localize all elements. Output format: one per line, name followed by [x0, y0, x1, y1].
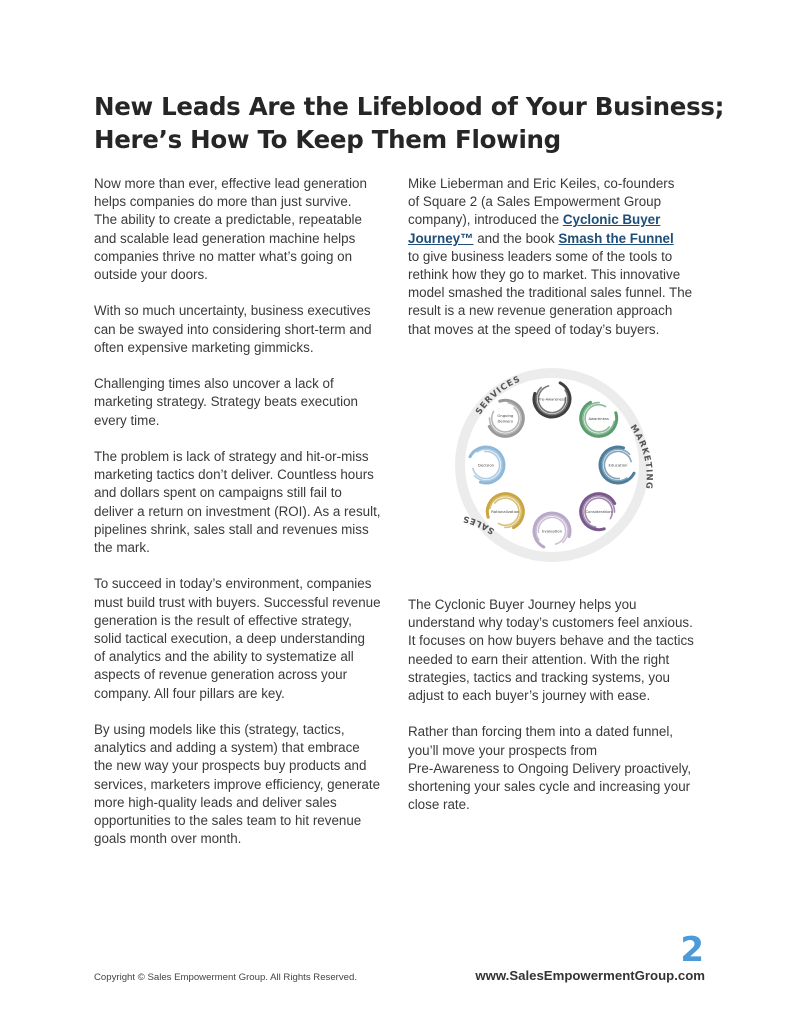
text-line: solid tactical execution, a deep understanding	[94, 631, 365, 647]
text-line: must build trust with buyers. Successful revenue	[94, 594, 381, 610]
text-line: opportunities to the sales team to hit revenue	[94, 813, 362, 829]
stage-education	[600, 447, 634, 483]
left-paragraph-5	[94, 575, 394, 702]
text-line: of analytics and the ability to systematize all	[94, 649, 354, 665]
text-line: Challenging times also uncover a lack of	[94, 376, 334, 392]
text-line: services, marketers improve efficiency, generate	[94, 776, 381, 792]
text-line: close rate.	[408, 797, 470, 813]
text-line: company. All four pillars are key.	[94, 685, 285, 701]
right-column-bottom	[408, 596, 708, 833]
text-line: every time.	[94, 412, 160, 428]
right-p1-line-4-text: and the book	[473, 230, 559, 246]
text-line: aspects of revenue generation across your	[94, 667, 348, 683]
stage-label: Delivery	[497, 418, 514, 424]
stage-label: Education	[608, 462, 628, 468]
left-column	[94, 175, 394, 867]
text-line: and scalable lead generation machine helps	[94, 230, 356, 246]
text-line: companies thrive no matter what’s going on	[94, 248, 353, 264]
text-line: goals month over month.	[94, 831, 242, 847]
text-line: deliver a return on investment (ROI). As a result,	[94, 503, 381, 519]
text-line: the mark.	[94, 540, 150, 556]
stage-label: Ongoing	[497, 413, 514, 419]
text-line: needed to earn their attention. With the right	[408, 651, 670, 667]
text-line: The Cyclonic Buyer Journey helps you	[408, 597, 637, 612]
cyclonic-buyer-journey-link-part1[interactable]: Cyclonic Buyer	[562, 212, 661, 228]
stage-label: Evaluation	[541, 528, 563, 534]
text-line: outside your doors.	[94, 267, 208, 283]
left-paragraph-3	[94, 375, 394, 430]
stage-decision	[470, 447, 504, 483]
text-line: generation is the result of effective strategy,	[94, 612, 352, 628]
text-line: model smashed the traditional sales funnel. The	[408, 285, 693, 301]
page-number: 2	[680, 930, 704, 970]
stage-label: Consideration	[585, 509, 612, 515]
left-paragraph-4	[94, 448, 394, 557]
text-line: It focuses on how buyers behave and the tactics	[408, 633, 694, 649]
right-p1-line-2: of Square 2 (a Sales Empowerment Group	[408, 194, 662, 210]
right-column-top	[408, 175, 708, 357]
copyright-notice: Copyright © Sales Empowerment Group. All Rights Reserved.	[94, 972, 358, 983]
website-link[interactable]: www.SalesEmpowermentGroup.com	[475, 968, 705, 983]
right-p1-line-3-text: company), introduced the	[408, 212, 563, 228]
journey-stages	[470, 383, 634, 547]
text-line: understand why today’s customers feel anxious.	[408, 615, 693, 631]
text-line: to give business leaders some of the tools to	[408, 248, 673, 264]
services-label: SERVICES	[474, 374, 523, 417]
text-line: Pre-Awareness to Ongoing Delivery proactively,	[408, 760, 692, 776]
text-line: pipelines shrink, sales stall and revenues miss	[94, 521, 369, 537]
right-p1-rest	[408, 248, 708, 339]
sales-label: SALES	[461, 512, 497, 536]
text-line: rethink how they go to market. This innovative	[408, 267, 681, 283]
left-paragraph-1	[94, 175, 394, 284]
stage-rationalization	[487, 494, 523, 528]
text-line: shortening your sales cycle and increasing your	[408, 779, 691, 795]
right-p1-line-1: Mike Lieberman and Eric Keiles, co-founders	[408, 176, 675, 191]
text-line: result is a new revenue generation approach	[408, 303, 673, 319]
stage-label: Decision	[477, 462, 495, 468]
text-line: The ability to create a predictable, repeatable	[94, 212, 362, 228]
text-line: you’ll move your prospects from	[408, 742, 598, 758]
stage-ongoing-delivery	[489, 400, 523, 436]
stage-label: Rationalization	[491, 509, 520, 515]
text-line: Now more than ever, effective lead generation	[94, 176, 367, 191]
left-paragraph-6	[94, 721, 394, 848]
right-paragraph-1	[408, 175, 708, 339]
smash-the-funnel-link[interactable]: Smash the Funnel	[558, 230, 674, 246]
right-p1-line-4	[408, 230, 708, 248]
text-line: marketing strategy. Strategy beats execution	[94, 394, 358, 410]
text-line: can be swayed into considering short-term and	[94, 321, 372, 337]
text-line: Rather than forcing them into a dated funnel,	[408, 724, 674, 740]
stage-consideration	[581, 494, 615, 530]
right-paragraph-2	[408, 596, 708, 705]
text-line: marketing tactics don’t deliver. Countless hours	[94, 467, 374, 483]
text-line: analytics and adding a system) that embrace	[94, 740, 360, 756]
text-line: With so much uncertainty, business executives	[94, 303, 371, 319]
title-line-1: New Leads Are the Lifeblood of Your Business;	[94, 92, 725, 121]
text-line: The problem is lack of strategy and hit-or-miss	[94, 449, 369, 464]
stage-pre-awareness	[534, 383, 570, 417]
text-line: By using models like this (strategy, tactics,	[94, 722, 345, 738]
title-line-2: Here’s How To Keep Them Flowing	[94, 125, 561, 154]
text-line: the new way your prospects buy products and	[94, 758, 367, 774]
stage-awareness	[581, 402, 617, 436]
stage-label: Awareness	[588, 415, 609, 421]
right-paragraph-3	[408, 723, 708, 814]
cyclonic-buyer-journey-diagram	[440, 355, 660, 565]
marketing-label: MARKETING	[627, 423, 654, 491]
cyclonic-buyer-journey-link-part2[interactable]: Journey™	[408, 230, 474, 246]
left-paragraph-2	[94, 302, 394, 357]
text-line: more high-quality leads and deliver sales	[94, 794, 337, 810]
text-line: adjust to each buyer’s journey with ease.	[408, 688, 651, 704]
text-line: strategies, tactics and tracking systems, you	[408, 669, 670, 685]
text-line: and dollars spent on campaigns still fail to	[94, 485, 342, 501]
text-line: helps companies do more than just survive.	[94, 194, 352, 210]
text-line: often expensive marketing gimmicks.	[94, 339, 314, 355]
page-title	[94, 90, 734, 156]
right-p1-line-3	[408, 211, 708, 229]
stage-evaluation	[534, 513, 570, 547]
text-line: To succeed in today’s environment, companies	[94, 576, 372, 592]
stage-label: Pre-Awareness	[538, 396, 566, 402]
text-line: that moves at the speed of today’s buyers.	[408, 321, 660, 337]
